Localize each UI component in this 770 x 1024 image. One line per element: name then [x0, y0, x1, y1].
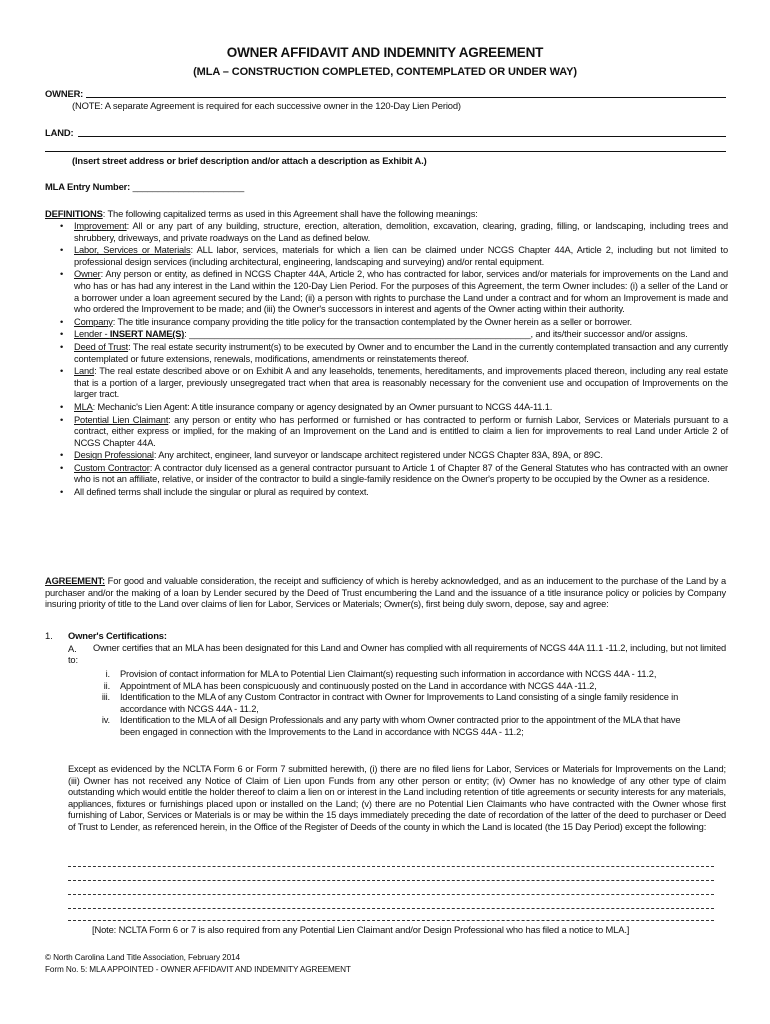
certification-item — [70, 681, 690, 693]
certification-text: Identification to the MLA of all Design Professionals and any party with whom Owner contracted prior to the appointment of the MLA that have been engaged in connection with the Improvements to the Land in accordance with NCGS 44A - 11.2; — [120, 715, 681, 737]
owner-label: OWNER: — [45, 88, 84, 99]
definition-text: : Any architect, engineer, land surveyor or landscape architect registered under NCGS Chapter 83A, 89A, or 89C. — [153, 450, 603, 461]
bullet-icon: • — [60, 341, 64, 352]
section-1a-label: A. — [68, 643, 77, 654]
definition-item — [52, 269, 728, 315]
agreement-heading: AGREEMENT: — [45, 576, 105, 586]
certification-number: iv. — [101, 715, 110, 726]
bullet-icon: • — [60, 269, 64, 280]
owner-field[interactable] — [86, 97, 726, 98]
section-1-note: [Note: NCLTA Form 6 or 7 is also required from any Potential Lien Claimant and/or Design Professional who has filed a notice to MLA.] — [92, 924, 630, 935]
definition-text: : any person or entity who has performed or furnished or has contracted to perform or furnish Labor, Services or Materials pursuant to a contract, either express or implied, for the making of an Improvement on the Land and is entitled to claim a lien for improvements to real Land under Article 2 of NCGS Chapter 44A. — [74, 414, 728, 448]
certification-text: Appointment of MLA has been conspicuously and continuously posted on the Land in accordance with NCGS 44A -11.2, — [120, 680, 597, 691]
section-1a-items — [70, 669, 690, 739]
exception-line-4[interactable] — [68, 908, 714, 909]
definition-item — [52, 342, 728, 365]
definition-text: : Any person or entity, as defined in NCGS Chapter 44A, Article 2, who has contracted for labor, services and/or materials for improvements on the Land and who has or has had any interest in the Land within the 120-Day Lien Period. For the purposes of this Agreement, the term Owner includes: (i) a seller of the Land or a borrower under a loan agreement secured by the Land; (ii) a person with rights to purchase the Land under a contract and for whom an Improvement is made and who ordered the Improvement to be made; and (iii) the Owner's successors in interest and agents of the Owner acting within their authority. — [74, 269, 728, 315]
definition-text: : The real estate described above or on Exhibit A and any leaseholds, tenements, hereditaments, and improvements placed thereon, including any real estate that is a portion of a larger, previously unsegregated tract when that area is reasonably necessary for the convenient use and occupation of Improvements on the larger tract. — [74, 366, 728, 400]
definition-item — [52, 329, 728, 341]
definitions-heading: DEFINITIONS — [45, 208, 103, 219]
owner-note: (NOTE: A separate Agreement is required for each successive owner in the 120-Day Lien Period) — [72, 100, 461, 111]
definition-item — [52, 245, 728, 268]
certification-item — [70, 669, 690, 681]
bullet-icon: • — [60, 245, 64, 256]
footer-form-number: Form No. 5: MLA APPOINTED - OWNER AFFIDAVIT AND INDEMNITY AGREEMENT — [45, 965, 351, 974]
definitions-list — [52, 221, 728, 500]
section-1a-text: Owner certifies that an MLA has been designated for this Land and Owner has complied with all requirements of NCGS 44A 11.1 -11.2, including, but not limited to: — [68, 643, 726, 665]
bullet-icon: • — [60, 221, 64, 231]
definition-term: Lender - INSERT NAME(S) — [74, 329, 185, 340]
certification-number: i. — [105, 669, 110, 679]
definition-item — [52, 463, 728, 486]
definition-item — [52, 402, 728, 414]
bullet-icon: • — [60, 316, 64, 327]
definition-text: : The real estate security instrument(s) to be executed by Owner and to encumber the Land in the currently contemplated transaction and any currently contemplated or future extensions, renewals, modifications, amendments or reinstatements thereof. — [74, 341, 729, 364]
exception-line-2[interactable] — [68, 880, 714, 881]
definition-term: Owner — [74, 269, 101, 280]
definition-item — [52, 221, 728, 244]
definition-item — [52, 487, 728, 499]
land-label: LAND: — [45, 127, 74, 138]
definition-term: Deed of Trust — [74, 341, 129, 352]
definition-term: Company — [74, 316, 113, 327]
definition-term: Land — [74, 366, 95, 377]
document-title: OWNER AFFIDAVIT AND INDEMNITY AGREEMENT — [226, 45, 544, 60]
agreement-paragraph — [45, 576, 726, 611]
section-1-number: 1. — [45, 630, 53, 641]
land-field[interactable] — [78, 136, 726, 137]
definition-term: MLA — [74, 401, 93, 412]
definition-term: Potential Lien Claimant — [74, 414, 169, 425]
definition-text: : A contractor duly licensed as a general contractor pursuant to Article 1 of Chapter 87 of the General Statutes who has contracted with an owner who is not an affiliate, relative, or insider of the contractor to build a single-family residence on the Owner's property to be occupied by the Owner as a residence. — [74, 462, 729, 485]
bullet-icon: • — [60, 487, 64, 498]
certification-text: Identification to the MLA of any Custom Contractor in contract with Owner for Improvements to Land consisting of a single family residence in accordance with NCGS 44A - 11.2, — [120, 692, 679, 714]
section-1-except-text: Except as evidenced by the NCLTA Form 6 or Form 7 submitted herewith, (i) there are no filed liens for Labor, Services or Materials for Improvements on the Land; (iii) Owner has not received any Notice of Claim of Lien upon Funds from any other person or entity; (iv) Owner has no knowledge of any other type of claim outstanding which would entitle the holder thereof to claim a lien on or interest in the Land including retention of title agreements or security interests for any materials, appliances, fixtures or furnishings placed upon or installed on the Land; (v) there are no Potential Lien Claimants who have contracted with the Owner whose first furnishing of Labor, Services or Materials is or may be within the 15 days immediately preceding the date of recordation of the latter of the deed to purchaser or Deed of Trust to Lender, as referenced herein, in the Office of the Register of Deeds of the county in which the Land is located (the 15 Day Period) except the following: — [68, 764, 726, 832]
definition-item — [52, 415, 728, 450]
certification-number: iii. — [101, 692, 110, 703]
mla-entry-field[interactable]: ______________________ — [132, 181, 245, 192]
mla-entry-label: MLA Entry Number: — [45, 181, 131, 192]
land-field-line-2[interactable] — [45, 151, 726, 152]
bullet-icon: • — [60, 462, 64, 473]
definitions-intro-text: : The following capitalized terms as used in this Agreement shall have the following meanings: — [102, 208, 478, 219]
agreement-text: For good and valuable consideration, the receipt and sufficiency of which is hereby acknowledged, and as an inducement to the purchase of the Land by a purchaser and/or the making of a loan by Lender secured by the Deed of Trust encumbering the Land and the issuance of a title insurance policy or policies by Company insuring priority of title to the Land over claims of lien for Labor, Services or Materials; Owner(s), first being duly sworn, depose, say and agree: — [45, 576, 726, 610]
exception-line-5[interactable] — [68, 920, 714, 921]
bullet-icon: • — [60, 401, 64, 412]
bullet-icon: • — [60, 366, 64, 377]
definition-text: : Mechanic's Lien Agent: A title insurance company or agency designated by an Owner pursuant to NCGS 44A-11.1. — [92, 401, 553, 412]
land-note: (Insert street address or brief description and/or attach a description as Exhibit A.) — [72, 155, 427, 166]
definitions-intro — [45, 208, 735, 220]
definition-text: : ____________________________________________________________________, and its/their successor and/or assigns. — [184, 329, 688, 340]
definition-term: Custom Contractor — [74, 462, 150, 473]
exception-line-1[interactable] — [68, 866, 714, 867]
bullet-icon: • — [60, 450, 64, 461]
definition-item — [52, 317, 728, 329]
footer-copyright: © North Carolina Land Title Association, February 2014 — [45, 953, 240, 962]
certification-number: ii. — [103, 680, 110, 691]
definition-text: : All or any part of any building, structure, erection, alteration, demolition, excavation, clearing, grading, filling, or landscaping, including trees and shrubbery, driveways, and private roadways on the Land as defined below. — [74, 221, 728, 243]
exception-line-3[interactable] — [68, 894, 714, 895]
definition-item — [52, 450, 728, 462]
definition-term: Labor, Services or Materials — [74, 245, 191, 256]
document-subtitle: (MLA – CONSTRUCTION COMPLETED, CONTEMPLATED OR UNDER WAY) — [193, 66, 577, 78]
definition-term: Improvement — [74, 221, 127, 231]
certification-item — [70, 715, 690, 738]
bullet-icon: • — [60, 329, 64, 340]
mla-entry — [45, 181, 244, 193]
certification-text: Provision of contact information for MLA to Potential Lien Claimant(s) requesting such information in accordance with NCGS 44A - 11.2, — [120, 669, 657, 679]
bullet-icon: • — [60, 414, 64, 425]
certification-item — [70, 692, 690, 715]
definition-term: Design Professional — [74, 450, 154, 461]
definition-text: All defined terms shall include the singular or plural as required by context. — [74, 487, 369, 498]
definition-text: : The title insurance company providing the title policy for the transaction contemplated by the Owner herein as a seller or borrower. — [112, 316, 632, 327]
definition-text: : ALL labor, services, materials for which a lien can be claimed under NCGS Chapter 44A, Article 2, including but not limited to professional design services (including architectural, engineering, landscaping and surveying) and/or rental equipment. — [74, 245, 729, 267]
definition-item — [52, 366, 728, 401]
section-1-heading: Owner's Certifications: — [68, 630, 167, 641]
